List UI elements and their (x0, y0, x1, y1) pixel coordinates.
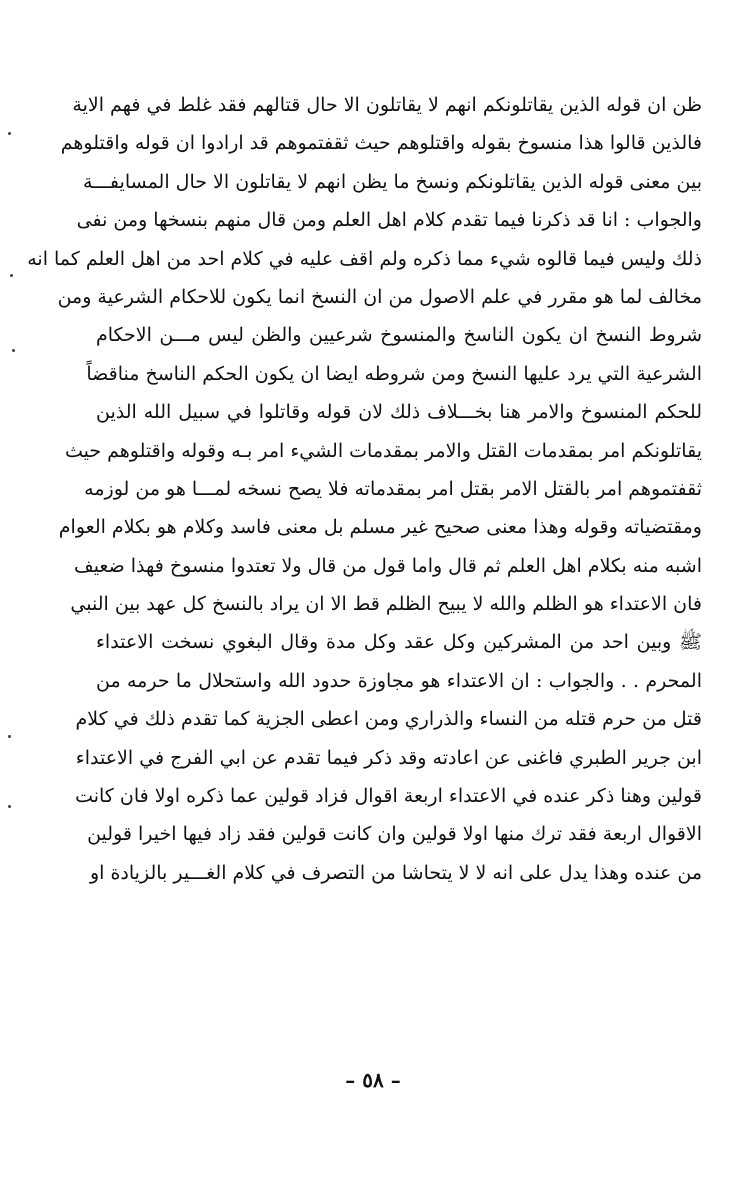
margin-speck (8, 132, 11, 135)
text-line: اشبه منه بكلام اهل العلم ثم قال واما قول من قال ولا تعتدوا منسوخ فهذا ضعيف (74, 554, 702, 577)
text-line: ذلك وليس فيما قالوه شيء مما ذكره ولم اقف عليه في كلام احد من اهل العلم كما انه (27, 247, 702, 270)
text-line: ظن ان قوله الذين يقاتلونكم انهم لا يقاتلون الا حال قتالهم فقد غلط في فهم الاية (72, 94, 702, 116)
text-line: الاقوال اربعة فقد ترك منها اولا قولين وان كانت قولين فقد زاد فيها اخيرا قولين (87, 823, 702, 846)
body-text (27, 86, 702, 892)
text-line: ثقفتموهم امر بالقتل الامر بقتل امر بمقدماته فلا يصح نسخه لمـــا هو من لوزمه (84, 477, 702, 500)
text-line: يقاتلونكم امر بمقدمات القتل والامر بمقدمات الشيء امر بـه وقوله واقتلوهم حيث (64, 439, 702, 462)
text-line: شروط النسخ ان يكون الناسخ والمنسوخ شرعيين والظن ليس مـــن الاحكام (96, 324, 702, 347)
text-line: قتل من حرم قتله من النساء والذراري ومن اعطى الجزية كما تقدم ذلك في كلام (75, 708, 702, 731)
margin-speck (8, 735, 11, 738)
margin-speck (10, 274, 13, 277)
text-line: الشرعية التي يرد عليها النسخ ومن شروطه ايضا ان يكون الحكم الناسخ مناقضاً (86, 362, 702, 385)
text-line: مخالف لما هو مقرر في علم الاصول من ان النسخ انما يكون للاحكام الشرعية ومن (57, 285, 702, 308)
text-line: بين معنى قوله الذين يقاتلونكم ونسخ ما يظن انهم لا يقاتلون الا حال المسايفـــة (83, 170, 702, 193)
text-line: للحكم المنسوخ والامر هنا بخـــلاف ذلك لان قوله وقاتلوا في سبيل الله الذين (96, 401, 702, 424)
text-line: فالذين قالوا هذا منسوخ بقوله واقتلوهم حيث ثقفتموهم قد ارادوا ان قوله واقتلوهم (60, 132, 702, 155)
text-line: ومقتضياته وقوله وهذا معنى صحيح غير مسلم بل معنى فاسد وكلام هو بكلام العوام (58, 516, 702, 539)
text-line: المحرم . . والجواب : ان الاعتداء هو مجاوزة حدود الله واستحلال ما حرمه من (96, 669, 702, 692)
page-number: – ٥٨ – (345, 1068, 401, 1092)
text-line: ﷺ وبين احد من المشركين وكل عقد وكل مدة وقال البغوي نسخت الاعتداء (96, 631, 702, 654)
text-line: من عنده وهذا يدل على انه لا لا يتحاشا من التصرف في كلام الغـــير بالزيادة او (89, 861, 702, 884)
margin-speck (12, 349, 15, 352)
text-line: والجواب : انا قد ذكرنا فيما تقدم كلام اهل العلم ومن قال منهم بنسخها ومن نفى (76, 209, 702, 232)
text-line: فان الاعتداء هو الظلم والله لا يبيح الظلم قط الا ان يراد بالنسخ كل عهد بين النبي (70, 593, 702, 616)
text-line: قولين وهنا ذكر عنده في الاعتداء اربعة اقوال فزاد قولين عما ذكره اولا فان كانت (75, 785, 702, 808)
margin-speck (8, 805, 11, 808)
text-line: ابن جرير الطبري فاغنى عن اعادته وقد ذكر فيما تقدم عن ابي الفرج في الاعتداء (75, 746, 702, 769)
